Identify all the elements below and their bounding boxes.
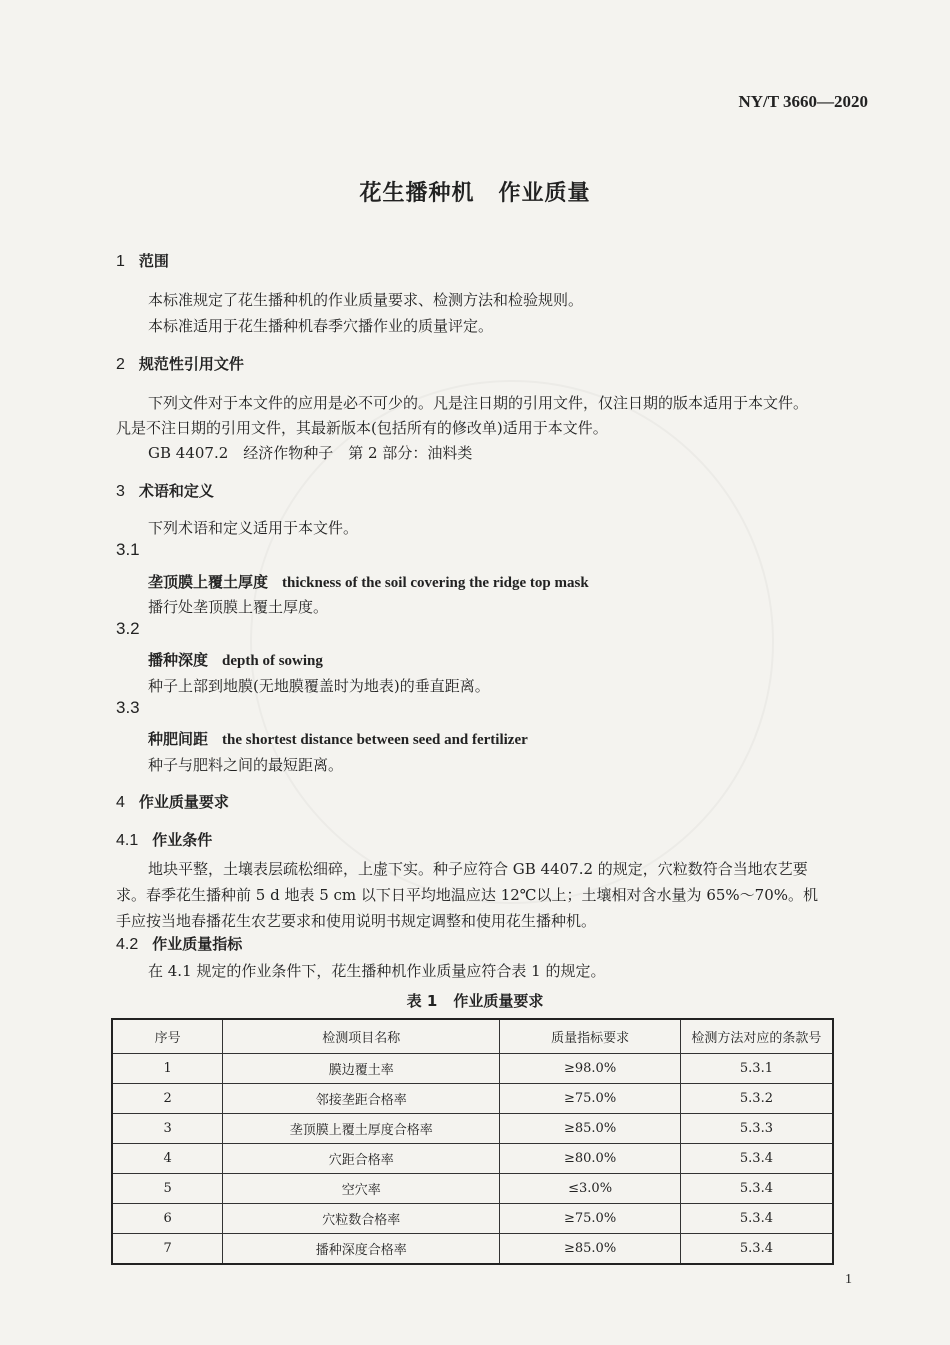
- table-cell: 5.3.1: [680, 1054, 833, 1084]
- table-cell: 4: [112, 1144, 223, 1174]
- paragraph: 在 4.1 规定的作业条件下，花生播种机作业质量应符合表 1 的规定。: [148, 962, 606, 980]
- table-cell: 播种深度合格率: [223, 1234, 500, 1265]
- section-title: 作业质量要求: [138, 793, 229, 811]
- table-cell: ≤3.0%: [500, 1174, 681, 1204]
- paragraph: 凡是不注日期的引用文件，其最新版本(包括所有的修改单)适用于本文件。: [116, 419, 608, 437]
- term-definition: 种子上部到地膜(无地膜覆盖时为地表)的垂直距离。: [148, 677, 490, 695]
- paragraph: 本标准规定了花生播种机的作业质量要求、检测方法和检验规则。: [148, 291, 584, 309]
- term-heading: [148, 728, 528, 749]
- paragraph: 下列术语和定义适用于本文件。: [148, 519, 359, 537]
- table-row: [112, 1114, 833, 1144]
- subsection-4-2-heading: [116, 933, 242, 954]
- term-number: 3.2: [116, 619, 140, 638]
- table-row: [112, 1174, 833, 1204]
- section-number: 4: [116, 794, 125, 811]
- section-title: 术语和定义: [138, 482, 214, 500]
- paragraph-line: 地块平整，土壤表层疏松细碎，上虚下实。种子应符合 GB 4407.2 的规定，穴粒数符合当地农艺要: [148, 860, 808, 878]
- table-cell: 穴距合格率: [223, 1144, 500, 1174]
- section-number: 4.1: [116, 832, 139, 849]
- table-cell: 5.3.4: [680, 1204, 833, 1234]
- section-number: 4.2: [116, 936, 139, 953]
- table-cell: 1: [112, 1054, 223, 1084]
- table-cell: 5.3.3: [680, 1114, 833, 1144]
- table-cell: 7: [112, 1234, 223, 1265]
- column-header: 检测方法对应的条款号: [680, 1019, 833, 1054]
- section-2-heading: [116, 353, 244, 374]
- table-cell: ≥75.0%: [500, 1204, 681, 1234]
- table-cell: 垄顶膜上覆土厚度合格率: [223, 1114, 500, 1144]
- table-caption-title: 作业质量要求: [453, 992, 544, 1010]
- page-title: [0, 176, 950, 207]
- term-english: the shortest distance between seed and fertilizer: [222, 732, 528, 748]
- column-header: 序号: [112, 1019, 223, 1054]
- table-cell: 6: [112, 1204, 223, 1234]
- section-1-heading: [116, 250, 169, 271]
- section-4-heading: [116, 791, 229, 812]
- reference-item: GB 4407.2 经济作物种子 第 2 部分：油料类: [148, 444, 473, 462]
- table-cell: 5.3.4: [680, 1174, 833, 1204]
- table-cell: 3: [112, 1114, 223, 1144]
- term-heading: [148, 649, 323, 670]
- column-header: 检测项目名称: [223, 1019, 500, 1054]
- table-cell: ≥98.0%: [500, 1054, 681, 1084]
- table-cell: ≥85.0%: [500, 1234, 681, 1265]
- standard-code: NY/T 3660—2020: [738, 92, 868, 111]
- section-title: 作业质量指标: [152, 935, 243, 953]
- title-part-2: 作业质量: [498, 181, 591, 206]
- term-definition: 播行处垄顶膜上覆土厚度。: [148, 598, 329, 616]
- table-row: [112, 1054, 833, 1084]
- term-chinese: 垄顶膜上覆土厚度: [148, 573, 269, 591]
- paragraph-line: 手应按当地春播花生农艺要求和使用说明书规定调整和使用花生播种机。: [116, 912, 597, 930]
- term-chinese: 播种深度: [148, 651, 209, 669]
- term-number: 3.1: [116, 540, 140, 559]
- table-cell: 2: [112, 1084, 223, 1114]
- term-number: 3.3: [116, 698, 140, 717]
- section-number: 2: [116, 356, 125, 373]
- section-3-heading: [116, 480, 214, 501]
- table-cell: 空穴率: [223, 1174, 500, 1204]
- table-cell: 膜边覆土率: [223, 1054, 500, 1084]
- table-cell: ≥80.0%: [500, 1144, 681, 1174]
- table-caption-number: 表 1: [406, 992, 438, 1010]
- table-caption: [0, 990, 950, 1011]
- section-title: 作业条件: [152, 831, 213, 849]
- column-header: 质量指标要求: [500, 1019, 681, 1054]
- table-cell: 穴粒数合格率: [223, 1204, 500, 1234]
- quality-requirements-table: [111, 1018, 834, 1265]
- table-cell: ≥75.0%: [500, 1084, 681, 1114]
- subsection-4-1-heading: [116, 829, 212, 850]
- table-cell: 5.3.2: [680, 1084, 833, 1114]
- table-cell: ≥85.0%: [500, 1114, 681, 1144]
- section-number: 1: [116, 253, 125, 270]
- term-heading: [148, 571, 589, 592]
- paragraph-line: 求。春季花生播种前 5 d 地表 5 cm 以下日平均地温应达 12℃以上；土壤相对含水量为 65%～70%。机: [116, 886, 819, 904]
- title-part-1: 花生播种机: [359, 181, 475, 206]
- section-title: 范围: [138, 252, 169, 270]
- table-cell: 邻接垄距合格率: [223, 1084, 500, 1114]
- term-chinese: 种肥间距: [148, 730, 209, 748]
- section-number: 3: [116, 483, 125, 500]
- table-header-row: [112, 1019, 833, 1054]
- term-english: thickness of the soil covering the ridge top mask: [282, 575, 589, 591]
- table-cell: 5: [112, 1174, 223, 1204]
- page-number: 1: [845, 1272, 852, 1287]
- table-cell: 5.3.4: [680, 1144, 833, 1174]
- section-title: 规范性引用文件: [138, 355, 244, 373]
- table-row: [112, 1084, 833, 1114]
- table-row: [112, 1204, 833, 1234]
- term-definition: 种子与肥料之间的最短距离。: [148, 756, 344, 774]
- table-row: [112, 1234, 833, 1265]
- table-cell: 5.3.4: [680, 1234, 833, 1265]
- table-row: [112, 1144, 833, 1174]
- term-english: depth of sowing: [222, 653, 323, 669]
- paragraph: 本标准适用于花生播种机春季穴播作业的质量评定。: [148, 317, 494, 335]
- paragraph: 下列文件对于本文件的应用是必不可少的。凡是注日期的引用文件，仅注日期的版本适用于本文件。: [148, 394, 809, 412]
